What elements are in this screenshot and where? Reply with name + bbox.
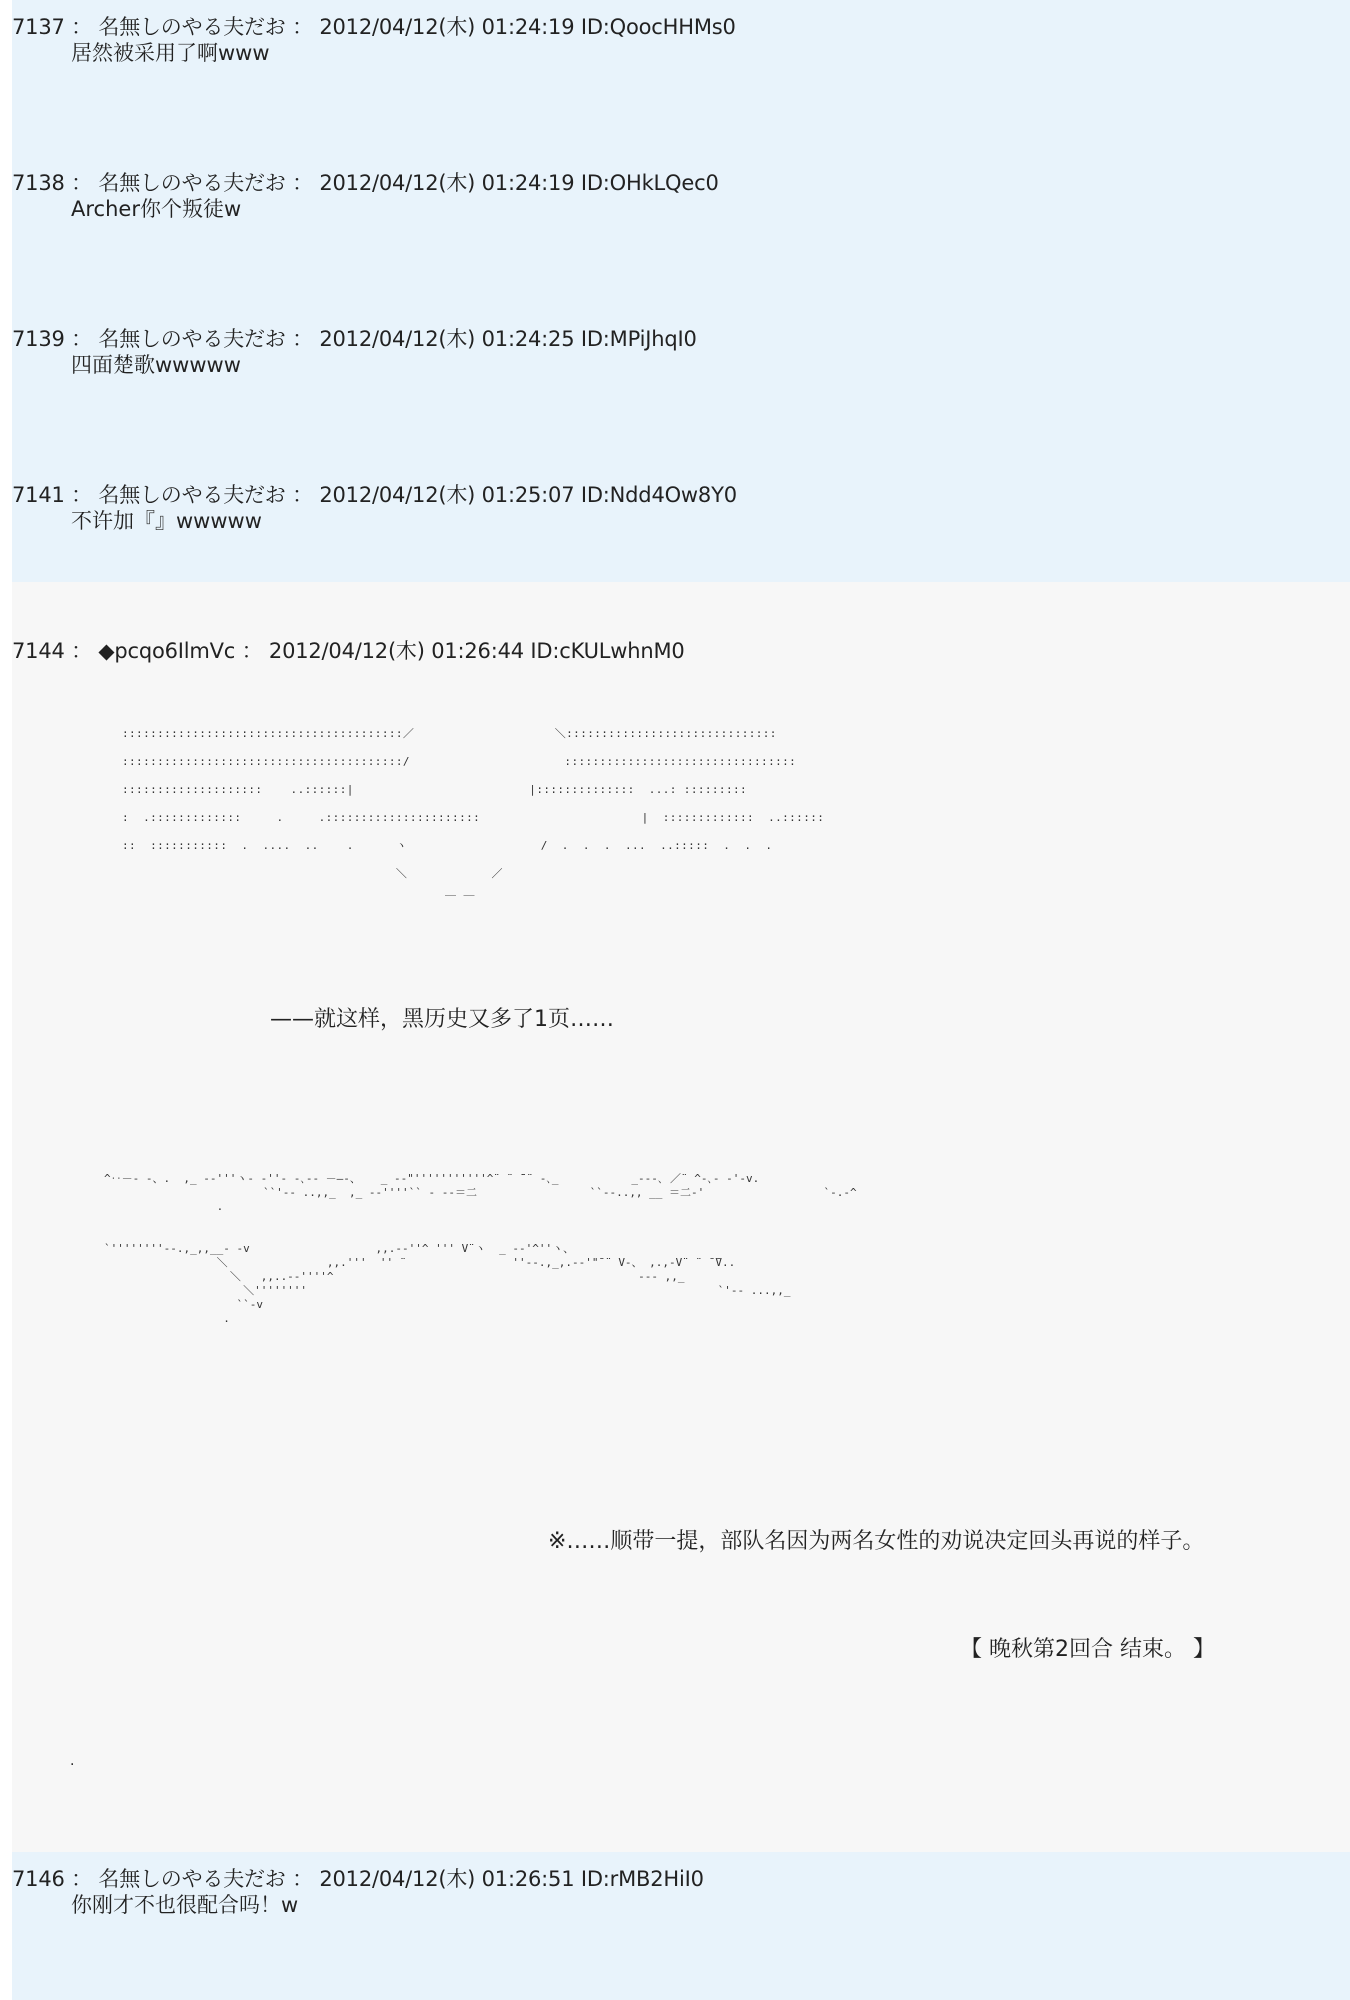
footnote-text: ※……顺带一提，部队名因为两名女性的劝说决定回头再说的样子。 — [548, 1529, 1205, 1554]
post-7138 — [12, 156, 1350, 312]
narration-text: ——就这样，黑历史又多了1页…… — [270, 1007, 614, 1032]
ascii-art-face: ::::::::::::::::::::::::::::::::::::::::／ ＼:::::::::::::::::::::::::::::: ::::::::::::::::::::::::::::::::::::::::/ ::::::::::::::::::::::::::::::::: :::::::::::::::::::: ..::::::| |:::::::::::::: ...: ::::::::: : .::::::::::::: . .:::::::::::::::::::::: | ::::::::::::: ..:::::: :: ::::::::::: . .... .. . ヽ / . . . ... ..::::: . . . ＼ ／ ￣ ￣ — [122, 727, 825, 908]
post-7144 — [12, 582, 1350, 1852]
post-header: 7138 ： 名無しのやる夫だお ： 2012/04/12(木) 01:24:19 ID:OHkLQec0 — [12, 171, 719, 195]
post-header: 7141 ： 名無しのやる夫だお ： 2012/04/12(木) 01:25:07 ID:Ndd4Ow8Y0 — [12, 483, 737, 507]
post-body: 四面楚歌wwwww — [71, 353, 241, 377]
post-header: 7137 ： 名無しのやる夫だお ： 2012/04/12(木) 01:24:19 ID:QoocHHMs0 — [12, 15, 736, 39]
trailing-dot: . — [70, 1753, 75, 1769]
ascii-art-landscape: ^‥－‐ ‐、. ,_ -‐'''ヽ‐ ‐''‐ ‐､-‐ －―‐、 _ -‐"'''''''''''^¨ ¨ ̄¨¨ ‐､_ _-‐‐､ ／¨ ^‐､‐ ‐'‐v. ``'‐- ..,,_ ,_ -‐''''`` ‐ ‐-＝二 ``‐-..,, __ ＝二‐' `‐.‐^ . `''''''''‐-.,_,,__‐ ‐v ,,.-‐''^ ''' V¨ヽ _ -‐'^''ヽ、 ＼ ,,.''' '' ¨ ''‐-.,_,.-‐'"¯¨ V‐、 ,.,‐V¨ ¨ ̄ ̄V.. ＼ ,,..-‐''''^ ‐-- ,,_ ＼'''''''' `'‐- ...,,_ ``‐v . — [104, 1172, 857, 1325]
post-body: 不许加『』wwwww — [71, 509, 262, 533]
post-7137 — [12, 0, 1350, 156]
post-7139 — [12, 312, 1350, 468]
post-7141 — [12, 468, 1350, 582]
post-header: 7144 ： ◆pcqo6IlmVc ： 2012/04/12(木) 01:26:44 ID:cKULwhnM0 — [12, 639, 685, 663]
post-header: 7139 ： 名無しのやる夫だお ： 2012/04/12(木) 01:24:25 ID:MPiJhqI0 — [12, 327, 697, 351]
post-header: 7146 ： 名無しのやる夫だお ： 2012/04/12(木) 01:26:51 ID:rMB2HiI0 — [12, 1867, 704, 1891]
chapter-end-label: 【 晚秋第2回合 结束。 】 — [960, 1637, 1215, 1662]
post-body: 你刚才不也很配合吗！w — [71, 1893, 299, 1917]
post-7146 — [12, 1852, 1350, 2000]
post-body: Archer你个叛徒w — [71, 197, 242, 221]
post-body: 居然被采用了啊www — [71, 41, 270, 65]
